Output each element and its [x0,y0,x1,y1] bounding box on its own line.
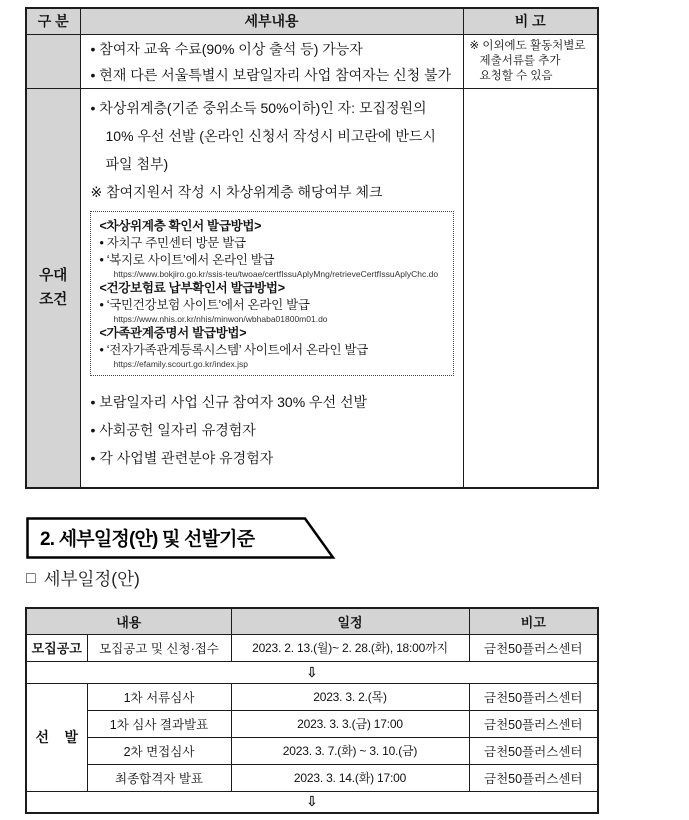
recruit-schedule: 2023. 2. 13.(월)~ 2. 28.(화), 18:00까지 [231,634,469,661]
header-content: 내용 [26,608,231,634]
issuance-bullet: • ‘전자가족관계등록시스템’ 사이트에서 온라인 발급 [99,342,369,357]
table-row [26,764,598,791]
table-row [26,683,598,710]
recruit-remark: 금천50플러스센터 [469,634,598,661]
selection-schedule: 2023. 3. 3.(금) 17:00 [231,710,469,737]
preference-bullet: • 차상위계층(기준 중위소득 50%이하)인 자: 모집정원의 10% 우선 선발 (온라인 신청서 작성시 비고란에 반드시 파일 첨부) [90,99,436,172]
subsection-heading [26,566,140,591]
issuance-heading: <건강보험료 납부확인서 발급방법> [99,280,285,295]
issuance-bullet: • 자치구 주민센터 방문 발급 [99,235,246,250]
qualification-bullet: • 참여자 교육 수료(90% 이상 출석 등) 가능자 [90,40,363,57]
down-arrow-icon: ⇩ [26,661,598,683]
issuance-url: https://efamily.scourt.go.kr/index.jsp [113,358,248,369]
issuance-heading: <차상위계층 확인서 발급방법> [99,218,262,233]
section-2-banner [26,517,338,559]
category-cell-preference [26,88,80,488]
check-note: ※ 참여지원서 작성 시 차상위계층 해당여부 체크 [90,183,383,200]
issuance-url: https://www.bokjiro.go.kr/ssis-teu/twoae/certfIssuAplyMng/retrieveCertfIssuAplyChc.do [113,268,439,279]
remark-cell [463,34,598,88]
table-row [26,710,598,737]
preference-bullet: • 보람일자리 사업 신규 참여자 30% 우선 선발 [90,393,368,410]
qualification-bullet: • 현재 다른 서울특별시 보람일자리 사업 참여자는 신청 불가 [90,66,452,83]
selection-category: 선 발 [26,683,87,791]
issuance-bullet: • ‘복지로 사이트’에서 온라인 발급 [99,252,275,267]
issuance-info-box [90,211,454,376]
selection-schedule: 2023. 3. 7.(화) ~ 3. 10.(금) [231,737,469,764]
header-remark: 비 고 [463,8,598,34]
table-row [26,634,598,661]
flow-arrow-row [26,791,598,813]
qualification-cell [80,34,463,88]
header-schedule: 일정 [231,608,469,634]
selection-step: 1차 서류심사 [87,683,231,710]
header-detail: 세부내용 [80,8,463,34]
section-title: 2. 세부일정(안) 및 선발기준 [40,528,255,550]
selection-step: 2차 면접심사 [87,737,231,764]
preference-bullet: • 사회공헌 일자리 유경험자 [90,421,256,438]
issuance-url: https://www.nhis.or.kr/nhis/minwon/wbhaba01800m01.do [113,313,328,324]
remark-note: ※ 이외에도 활동처별로 제출서류를 추가 요청할 수 있음 [469,39,586,82]
schedule-header-row [26,608,598,634]
category-label-line: 조건 [39,291,68,308]
selection-step: 1차 심사 결과발표 [87,710,231,737]
recruit-category: 모집공고 [26,634,87,661]
header-remark: 비고 [469,608,598,634]
selection-remark: 금천50플러스센터 [469,683,598,710]
preference-bullet: • 각 사업별 관련분야 유경험자 [90,449,274,466]
issuance-bullet: • ‘국민건강보험 사이트’에서 온라인 발급 [99,297,310,312]
table-row [26,34,598,88]
eligibility-table [25,7,599,489]
subsection-title: 세부일정(안) [43,569,140,589]
selection-remark: 금천50플러스센터 [469,710,598,737]
selection-remark: 금천50플러스센터 [469,764,598,791]
selection-schedule: 2023. 3. 2.(목) [231,683,469,710]
category-cell-empty [26,34,80,88]
header-category: 구 분 [26,8,80,34]
selection-remark: 금천50플러스센터 [469,737,598,764]
remark-cell-empty [463,88,598,488]
table-row [26,737,598,764]
eligibility-header-row [26,8,598,34]
flow-arrow-row [26,661,598,683]
issuance-heading: <가족관계증명서 발급방법> [99,325,247,340]
category-label-line: 우대 [39,267,68,284]
down-arrow-icon: ⇩ [26,791,598,813]
selection-step: 최종합격자 발표 [87,764,231,791]
square-bullet-icon: □ [26,569,36,587]
schedule-table [25,607,599,814]
preference-cell [80,88,463,488]
recruit-content: 모집공고 및 신청·접수 [87,634,231,661]
table-row [26,88,598,488]
selection-schedule: 2023. 3. 14.(화) 17:00 [231,764,469,791]
